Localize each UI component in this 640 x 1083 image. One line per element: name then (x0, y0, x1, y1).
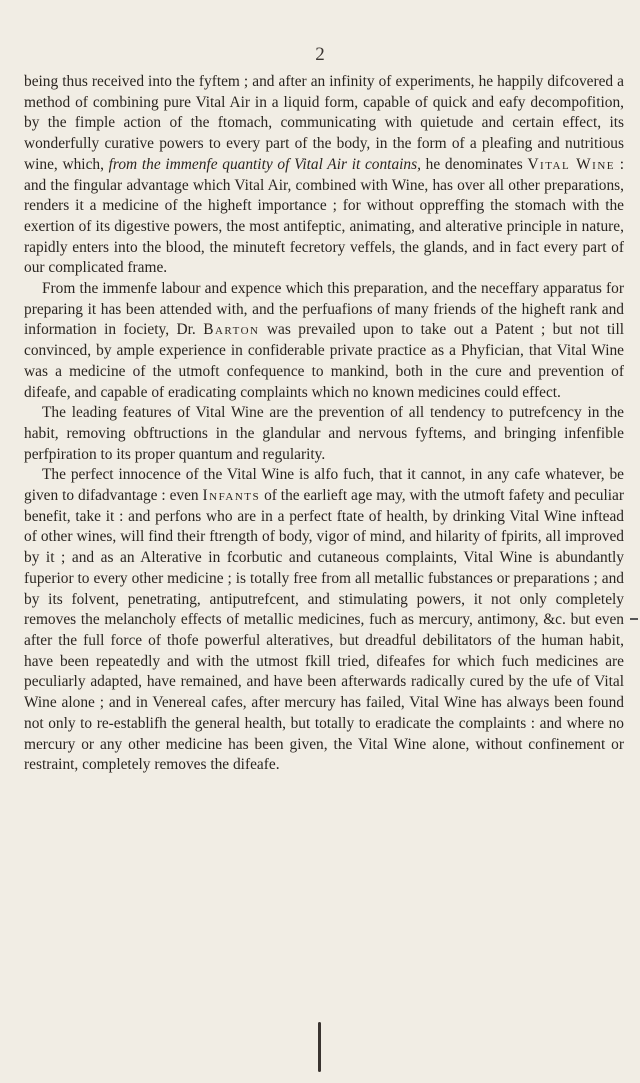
text-run: The leading features of Vital Wine are the prevention of all tendency to putrefcency in the habit, removing obftructions in the glandular and nervous fyftems, and bringing infenfible perfpiration to its proper quantum and regularity. (24, 404, 624, 463)
paragraph (24, 72, 624, 279)
text-run: Barton (203, 321, 260, 339)
text-run: Vital Wine (527, 155, 616, 173)
text-run: being thus received into the fyftem ; and after an infinity of experiments, he happily difcovered a method of combining pure Vital Air in a liquid form, capable of quick and eafy decompofition, by the fimple action of the ftomach, communicating with quietude and certain effect, its wonderfully curative powers to every part of the body, in the form of a pleafing and nutritious wine, which, (24, 73, 624, 173)
text-run: : and the fingular advantage which Vital Air, combined with Wine, has over all other preparations, renders it a medicine of the higheft importance ; for without oppreffing the stomach with the exertion of its digestive powers, the most antifeptic, animating, and alterative principle in nature, rapidly enters into the blood, the minuteft fecretory veffels, the glands, and in fact every part of our complicated frame. (24, 155, 625, 277)
text-run: The perfect innocence of the Vital Wine is alfo fuch, that it cannot, in any cafe whatever, be given to difadvantage : even (24, 466, 624, 505)
text-run: From the immenfe labour and expence which this preparation, and the neceffary apparatus for preparing it has been attended with, and the perfuafions of many friends of the higheft rank and information in fociety, Dr. (24, 280, 624, 339)
paragraph (24, 279, 624, 403)
text-run: he denominates (420, 155, 528, 173)
paragraph (24, 465, 624, 776)
page-number: 2 (315, 44, 325, 65)
text-run: of the earlieft age may, with the utmoft fafety and peculiar benefit, take it : and perfons who are in a perfect ftate of health, by drinking Vital Wine inftead of other wines, will find their ftrength of body, vigor of mind, and hilarity of fpirits, all improved by it ; and as an Alterative in fcorbutic and cutaneous complaints, Vital Wine is abundantly fuperior to every other medicine ; is totally free from all metallic fubstances or preparations ; and by its folvent, penetrating, antiputrefcent, and stimulating powers, it not only completely removes the melancholy effects of metallic medicines, fuch as mercury, antimony, &c. but even after the full force of thofe powerful alteratives, but dreadful debilitators of the human habit, have been repeatedly and with the utmost fkill tried, difeafes for which fuch medicines are peculiarly adapted, have remained, and have been afterwards radically cured by the ufe of Vital Wine alone ; and in Venereal cafes, after mercury has failed, Vital Wine has always been found not only to re-establifh the general health, but totally to eradicate the complaints : and where no mercury or any other medicine has been given, the Vital Wine alone, without confinement or restraint, completely removes the difeafe. (24, 487, 624, 774)
paragraph (24, 403, 624, 465)
margin-mark (630, 618, 638, 620)
binding-crease (318, 1022, 321, 1072)
text-run: Infants (202, 487, 261, 505)
text-run: from the immenfe quantity of Vital Air it contains, (108, 155, 421, 173)
body-text (24, 72, 624, 776)
text-run: was prevailed upon to take out a Patent ; but not till convinced, by ample experience in confiderable private practice as a Phyfician, that Vital Wine was a medicine of the utmoft confequence to mankind, both in the cure and prevention of difeafe, and capable of eradicating complaints which no known medicines could effect. (24, 321, 624, 401)
